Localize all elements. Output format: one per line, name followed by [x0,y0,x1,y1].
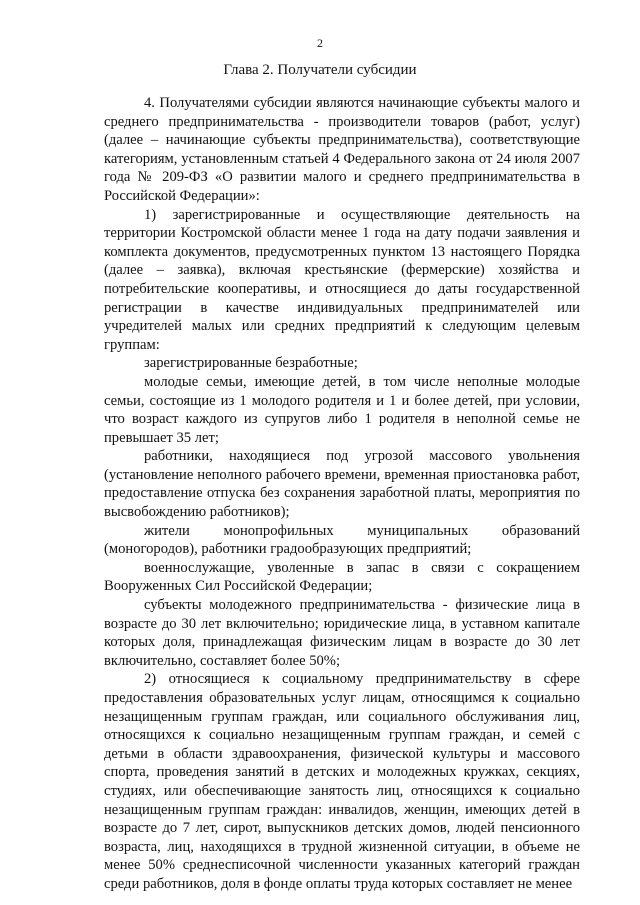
paragraph-target-group: зарегистрированные безработные; [144,355,358,372]
paragraph-target-group: жители монопрофильных муниципальных образований (моногородов), работники градообразующих предприятий; [104,522,580,558]
paragraph-target-group: работники, находящиеся под угрозой массового увольнения (установление неполного рабочего времени, временная приостановка работ, предоставление отпуска без сохранения заработной платы, мероприятия по высвобождению работников); [104,448,580,521]
chapter-title: Глава 2. Получатели субсидии [223,62,417,78]
paragraph-target-group: субъекты молодежного предпринимательства - физические лица в возрасте до 30 лет включительно; юридические лица, в уставном капитале которых доля, принадлежащая физическим лицам в возрасте до 30 лет включительно, составляет более 50%; [104,597,580,669]
body-text [104,94,580,894]
paragraph-subitem-2: 2) относящиеся к социальному предпринимательству в сфере предоставления образовательных услуг лицам, относящимся к социально незащищенным группам граждан, или социального обслуживания лиц, относящихся к социально незащищенным группам граждан, и семей с детьми в области здравоохранения, физической культуры и массового спорта, проведения занятий в детских и молодежных кружках, секциях, студиях, или обеспечивающие занятость лиц, относящихся к социально незащищенным группам граждан: инвалидов, женщин, имеющих детей в возрасте до 7 лет, сирот, выпускников детских домов, людей пенсионного возраста, лиц, находящихся в трудной жизненной ситуации, в объеме не менее 50% среднесписочной численности указанных категорий граждан среди работников, доля в фонде оплаты труда которых составляет не менее [104,671,580,892]
paragraph-subitem-1: 1) зарегистрированные и осуществляющие деятельность на территории Костромской области менее 1 года на дату подачи заявления и комплекта документов, предусмотренных пунктом 13 настоящего Порядка (далее – заявка), включая крестьянские (фермерские) хозяйства и потребительские кооперативы, и относящиеся до даты государственной регистрации в качестве индивидуальных предпринимателей или учредителей малых или средних предприятий к следующим целевым группам: [104,206,580,353]
paragraph-item-4: 4. Получателями субсидии являются начинающие субъекты малого и среднего предпринимательства - производители товаров (работ, услуг) (далее – начинающие субъекты предпринимательства), соответствующие категориям, установленным статьей 4 Федерального закона от 24 июля 2007 года № 209-ФЗ «О развитии малого и среднего предпринимательства в Российской Федерации»: [104,95,580,204]
paragraph-target-group: военнослужащие, уволенные в запас в связи с сокращением Вооруженных Сил Российской Федерации; [104,559,580,595]
paragraph-target-group: молодые семьи, имеющие детей, в том числе неполные молодые семьи, состоящие из 1 молодого родителя и 1 и более детей, при условии, что возраст каждого из супругов либо 1 родителя в неполной семье не превышает 35 лет; [104,373,580,446]
page-number: 2 [317,36,323,50]
